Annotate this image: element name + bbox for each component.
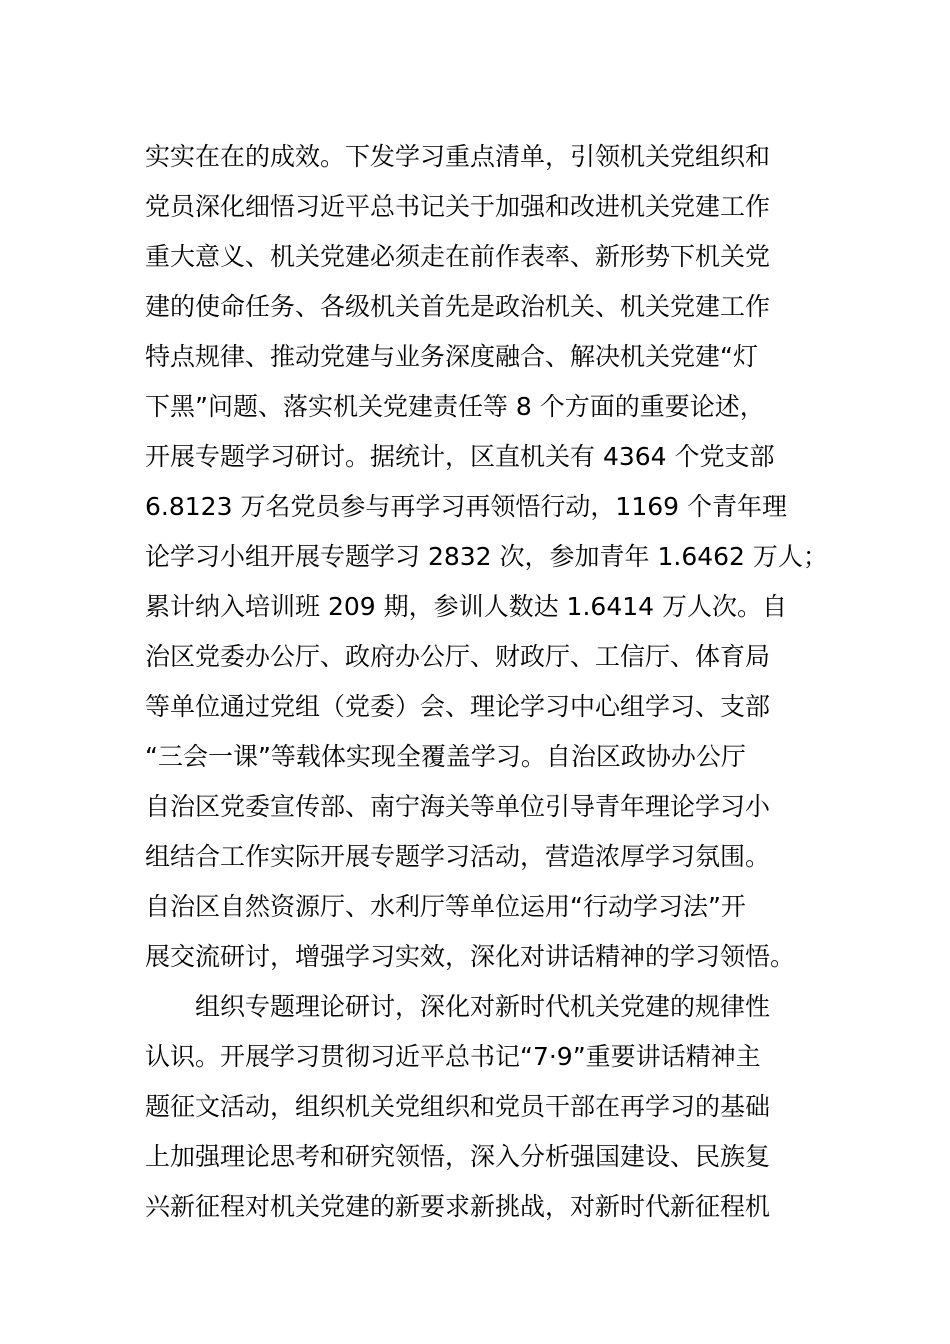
text-line: 组结合工作实际开展专题学习活动，营造浓厚学习氛围。	[145, 842, 771, 871]
text-line: 兴新征程对机关党建的新要求新挑战，对新时代新征程机	[145, 1192, 771, 1221]
text-line: 自治区自然资源厅、水利厅等单位运用“行动学习法”开	[145, 892, 746, 921]
text-line: 特点规律、推动党建与业务深度融合、解决机关党建“灯	[145, 342, 758, 371]
text-line: 累计纳入培训班 209 期，参训人数达 1.6414 万人次。自	[145, 592, 787, 621]
text-line: 等单位通过党组（党委）会、理论学习中心组学习、支部	[145, 692, 771, 721]
text-line: 治区党委办公厅、政府办公厅、财政厅、工信厅、体育局	[145, 642, 771, 671]
paragraph-start-line: 组织专题理论研讨，深化对新时代机关党建的规律性	[195, 992, 771, 1021]
text-line: 认识。开展学习贯彻习近平总书记“7·9”重要讲话精神主	[145, 1042, 761, 1071]
text-line: 自治区党委宣传部、南宁海关等单位引导青年理论学习小	[145, 792, 771, 821]
text-line: 重大意义、机关党建必须走在前作表率、新形势下机关党	[145, 242, 771, 271]
text-line: 下黑”问题、落实机关党建责任等 8 个方面的重要论述，	[145, 392, 765, 421]
text-line: 6.8123 万名党员参与再学习再领悟行动，1169 个青年理	[145, 492, 787, 521]
text-line: 展交流研讨，增强学习实效，深化对讲话精神的学习领悟。	[145, 942, 796, 971]
text-line: 党员深化细悟习近平总书记关于加强和改进机关党建工作	[145, 192, 771, 221]
text-line: 实实在在的成效。下发学习重点清单，引领机关党组织和	[145, 142, 771, 171]
text-line: 题征文活动，组织机关党组织和党员干部在再学习的基础	[145, 1092, 771, 1121]
text-line: 开展专题学习研讨。据统计，区直机关有 4364 个党支部	[145, 442, 775, 471]
text-line: 上加强理论思考和研究领悟，深入分析强国建设、民族复	[145, 1142, 771, 1171]
text-line: 建的使命任务、各级机关首先是政治机关、机关党建工作	[145, 292, 771, 321]
body-text	[145, 132, 828, 1232]
text-line: 论学习小组开展专题学习 2832 次，参加青年 1.6462 万人；	[145, 542, 828, 571]
text-line: “三会一课”等载体实现全覆盖学习。自治区政协办公厅	[145, 742, 746, 771]
